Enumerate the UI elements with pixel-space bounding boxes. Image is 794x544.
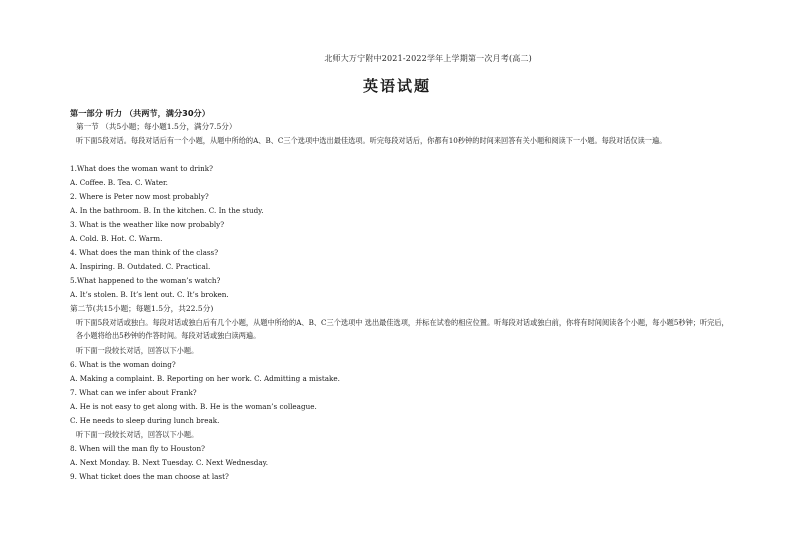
question-3: 3. What is the weather like now probably?: [70, 220, 225, 229]
question-4: 4. What does the man think of the class?: [70, 248, 219, 257]
options-1: A. Coffee. B. Tea. C. Water.: [70, 178, 168, 187]
options-8: A. Next Monday. B. Next Tuesday. C. Next Wednesday.: [70, 458, 269, 467]
question-6: 6. What is the woman doing?: [70, 360, 176, 369]
question-7: 7. What can we infer about Frank?: [70, 388, 197, 397]
question-9: 9. What ticket does the man choose at last?: [70, 472, 229, 481]
section-heading-2: 第二节(共15小题；每题1.5分，共22.5分): [70, 304, 214, 313]
options-4: A. Inspiring. B. Outdated. C. Practical.: [70, 262, 211, 271]
question-8: 8. When will the man fly to Houston?: [70, 444, 205, 453]
question-1: 1.What does the woman want to drink?: [70, 164, 213, 173]
instructions-2: 听下面5段对话或独白。每段对话或独白后有几个小题，从题中所给的A、B、C三个选项中 选出最佳选项，并标在试卷的相应位置。听每段对话或独白前，你将有时间阅读各个小题，每小题5秒钟；听完后，各小题将给出5秒钟的作答时间。每段对话或独白读两遍。: [76, 318, 729, 340]
options-2: A. In the bathroom. B. In the kitchen. C. In the study.: [70, 206, 264, 215]
options-5: A. It’s stolen. B. It’s lent out. C. It’s broken.: [70, 290, 229, 299]
question-5: 5.What happened to the woman’s watch?: [70, 276, 221, 285]
instructions-1: 听下面5段对话。每段对话后有一个小题，从题中所给的A、B、C三个选项中选出最佳选项。听完每段对话后，你都有10秒钟的时间来回答有关小题和阅读下一小题。每段对话仅读一遍。: [76, 136, 667, 145]
question-2: 2. Where is Peter now most probably?: [70, 192, 209, 201]
options-3: A. Cold. B. Hot. C. Warm.: [70, 234, 163, 243]
options-6: A. Making a complaint. B. Reporting on her work. C. Admitting a mistake.: [70, 374, 340, 383]
options-7-c: C. He needs to sleep during lunch break.: [70, 416, 220, 425]
exam-content: [70, 106, 730, 484]
options-7-ab: A. He is not easy to get along with. B. He is the woman’s colleague.: [70, 402, 317, 411]
part-heading: 第一部分 听力 （共两节，满分30分）: [70, 108, 210, 118]
section-heading-1: 第一节 （共5小题；每小题1.5分，满分7.5分）: [76, 122, 237, 131]
instruction-6-7: 听下面一段较长对话，回答以下小题。: [76, 346, 199, 355]
instruction-8-9: 听下面一段较长对话，回答以下小题。: [76, 430, 199, 439]
exam-header: 北师大万宁附中2021-2022学年上学期第一次月考(高二): [324, 54, 532, 63]
page-title: 英语试题: [362, 77, 431, 95]
